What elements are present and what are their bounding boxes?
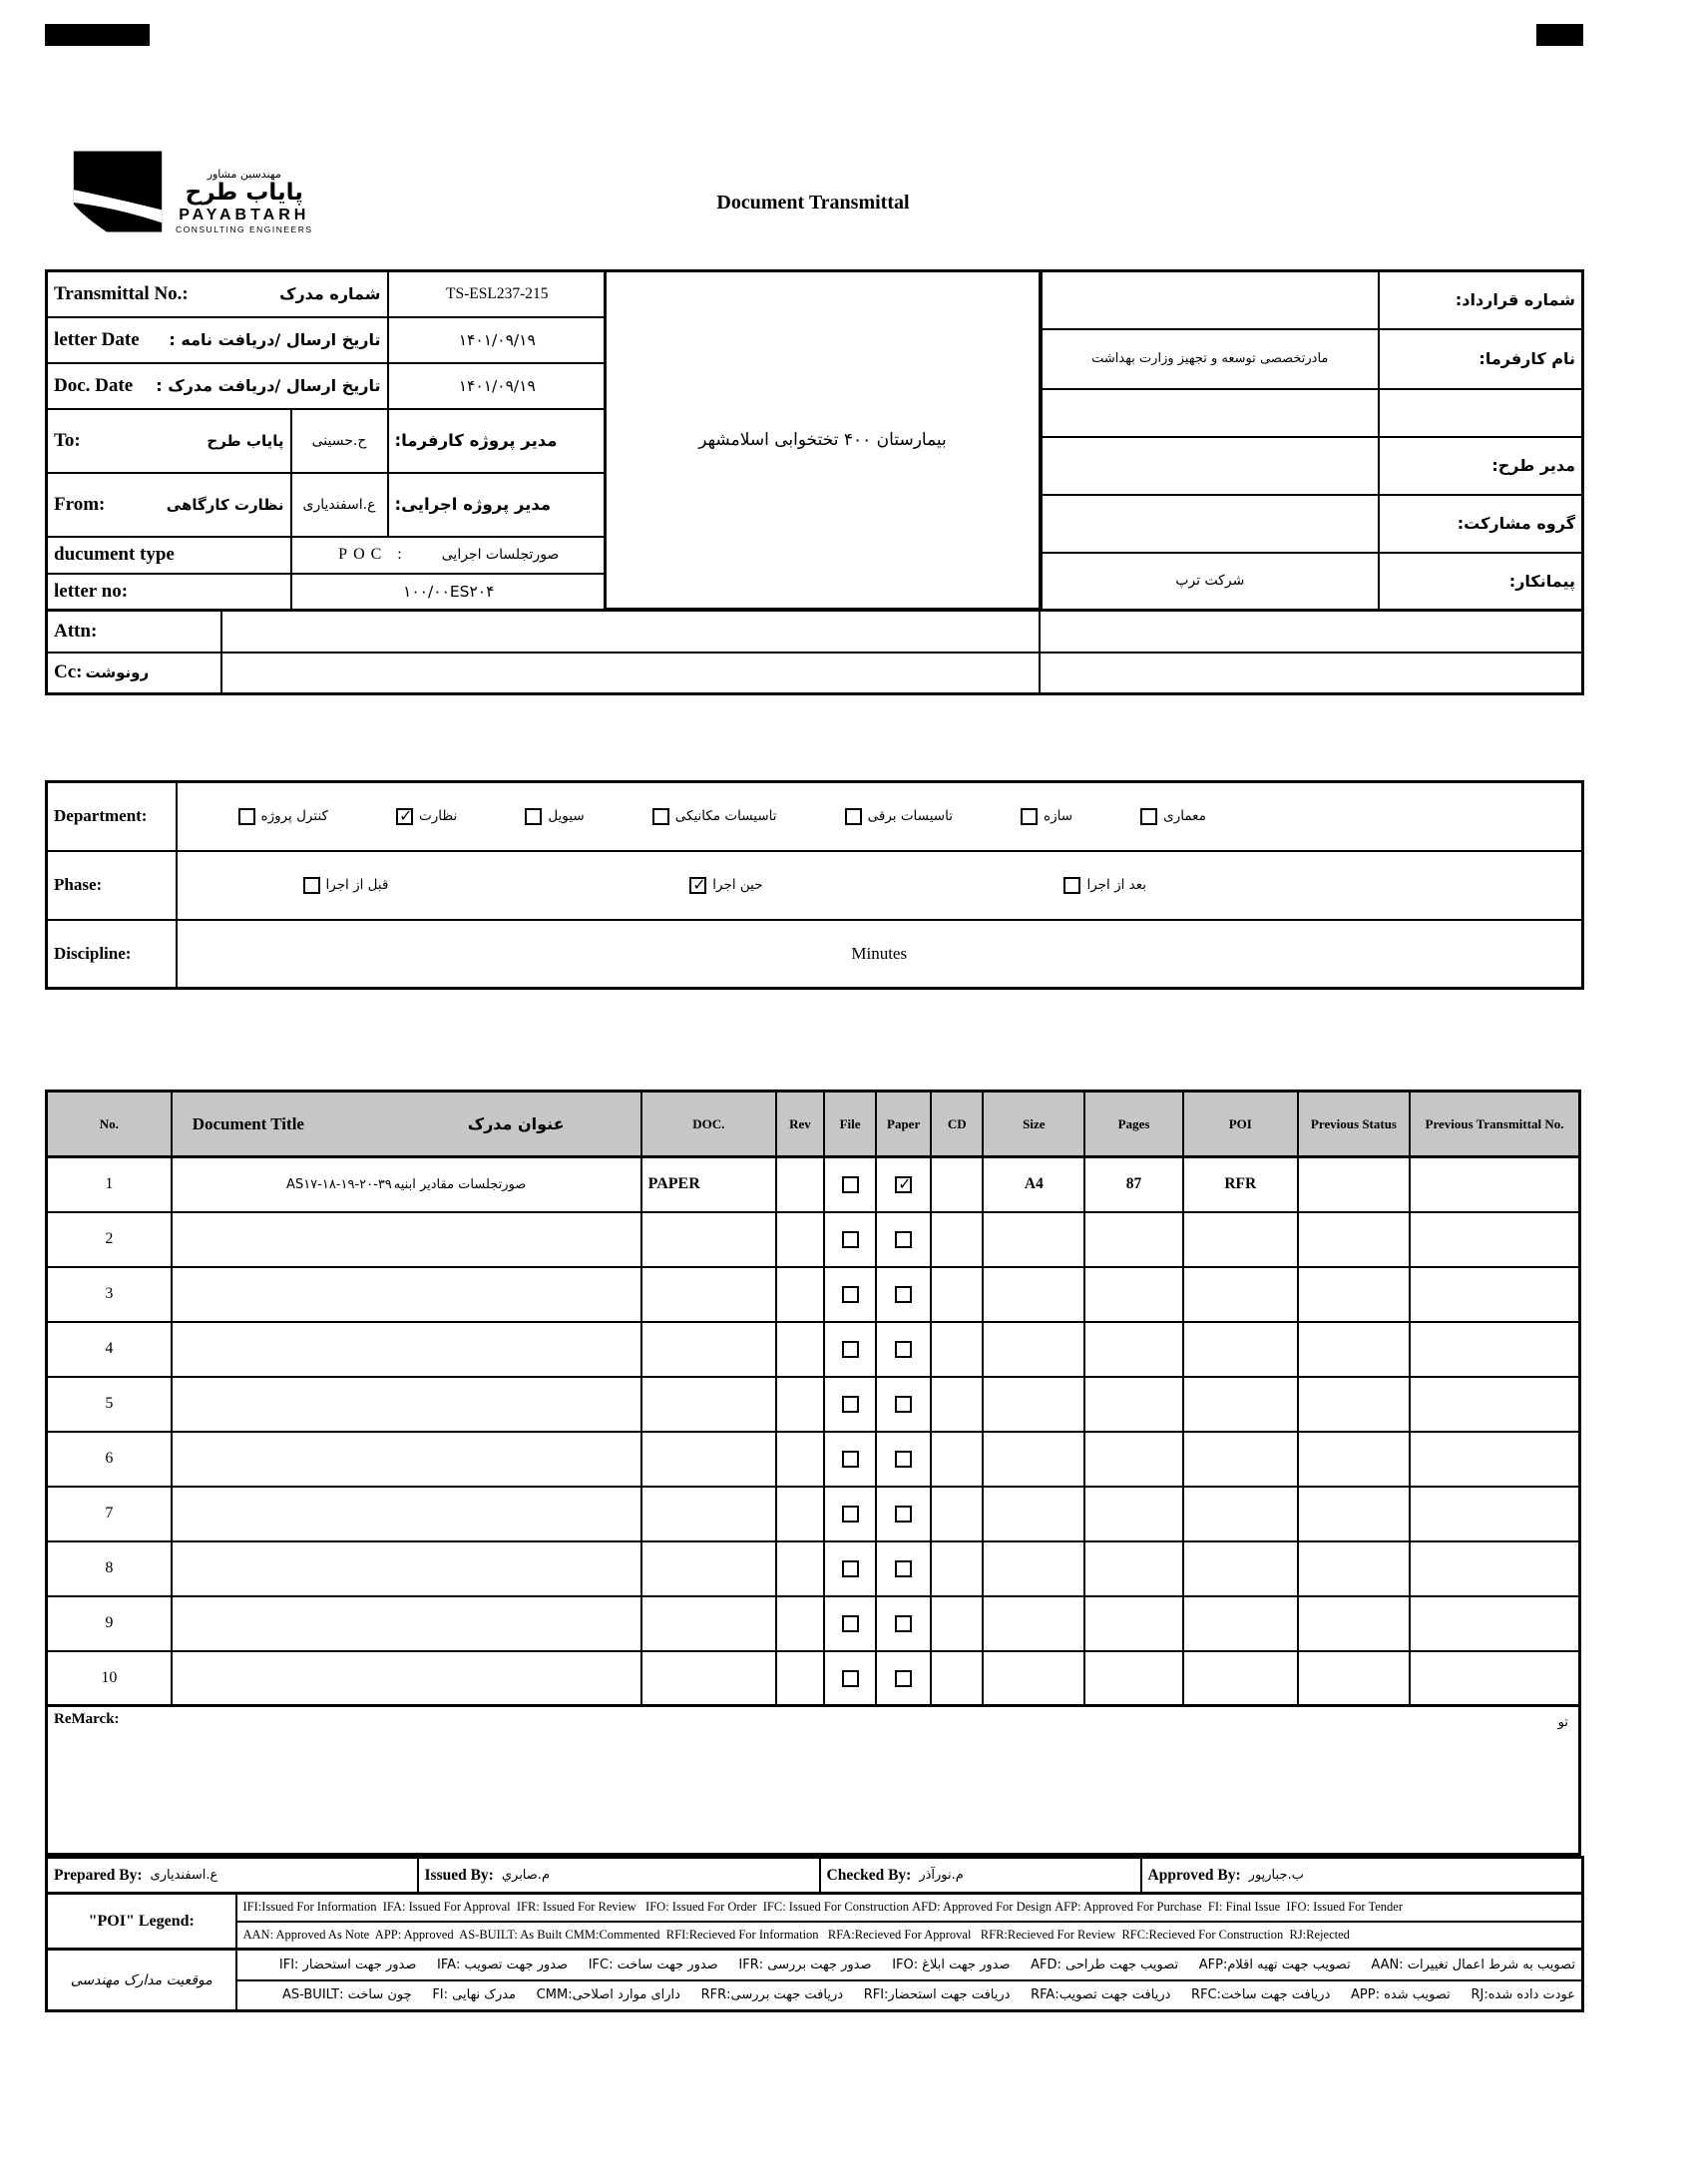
letter-date-label-fa: تاریخ ارسال /دریافت نامه : — [169, 330, 381, 349]
checkbox-icon[interactable] — [842, 1286, 859, 1303]
to-cell — [47, 409, 291, 473]
checkbox-icon[interactable] — [895, 1396, 912, 1413]
documents-table — [45, 1090, 1581, 1707]
cell-prev-transmittal — [1410, 1157, 1579, 1212]
cell-file — [824, 1541, 876, 1596]
cell-paper — [876, 1487, 931, 1541]
cell-title-fa: صورتجلسات مقادیر ابنیه — [393, 1176, 527, 1192]
cc-label: Cc: — [54, 661, 83, 683]
department-option-label: سیویل — [548, 808, 585, 825]
department-option-label: نظارت — [419, 808, 458, 825]
cell-prev-status — [1298, 1432, 1410, 1487]
letter-date-label-en: letter Date — [54, 328, 140, 350]
cell-prev-transmittal — [1410, 1377, 1579, 1432]
cell-paper — [876, 1322, 931, 1377]
department-option-label: معماری — [1163, 808, 1206, 825]
cell-cd — [931, 1487, 983, 1541]
checkbox-icon[interactable] — [842, 1506, 859, 1523]
checkbox-icon[interactable] — [1063, 877, 1080, 894]
approved-by-cell — [1141, 1858, 1583, 1894]
cell-poi — [1183, 1267, 1298, 1322]
cell-doc — [641, 1541, 776, 1596]
transmittal-no-label-en: Transmittal No.: — [54, 282, 189, 304]
corner-mark-icon — [1536, 24, 1583, 46]
prepared-by-label: Prepared By: — [54, 1866, 143, 1884]
attn-cc-table — [45, 609, 1584, 695]
to-value: پایاب طرح — [207, 431, 284, 450]
cell-size — [983, 1541, 1084, 1596]
to-label: To: — [54, 429, 81, 451]
col-paper: Paper — [876, 1092, 931, 1157]
contract-no-label: شماره قرارداد: — [1379, 271, 1583, 329]
table-row — [47, 1267, 1580, 1322]
checkbox-icon[interactable] — [842, 1451, 859, 1468]
cell-paper — [876, 1651, 931, 1706]
cell-pages — [1084, 1322, 1182, 1377]
col-poi: POI — [1183, 1092, 1298, 1157]
issued-by-label: Issued By: — [424, 1866, 494, 1884]
cell-title — [172, 1212, 641, 1267]
client-name-label: نام کارفرما: — [1379, 329, 1583, 389]
prepared-by-name: ع.اسفندیاری — [150, 1868, 218, 1883]
attn-label-cell — [47, 611, 221, 653]
cell-poi — [1183, 1596, 1298, 1651]
poi-legend-label: "POI" Legend: — [47, 1894, 236, 1950]
design-manager-label: مدیر طرح: — [1379, 437, 1583, 495]
fa-legend-line2: عودت داده شده:RJ تصویب شده :APP دریافت جهت ساخت:RFC دریافت جهت تصویب:RFA دریافت جهت استحضار:RFI دریافت جهت بررسی:RFR دارای موارد اصلاحی:CMM مدرک نهایی :FI چون ساخت :AS-BUILT — [236, 1980, 1583, 2011]
cell-size — [983, 1432, 1084, 1487]
department-option-label: کنترل پروژه — [260, 808, 328, 825]
cell-cd — [931, 1651, 983, 1706]
contractor-value: شرکت ترپ — [1042, 553, 1379, 611]
cell-cd — [931, 1322, 983, 1377]
cell-prev-transmittal — [1410, 1432, 1579, 1487]
cell-prev-transmittal — [1410, 1651, 1579, 1706]
doc-type-label: ducument type — [54, 544, 175, 565]
doc-type-code: POC : — [338, 546, 408, 563]
col-title-en: Document Title — [192, 1113, 304, 1133]
col-pages: Pages — [1084, 1092, 1182, 1157]
cc-label-fa: رونوشت — [85, 663, 150, 682]
table-row — [47, 1487, 1580, 1541]
table-row — [47, 1596, 1580, 1651]
cell-paper — [876, 1596, 931, 1651]
checkbox-icon[interactable] — [396, 808, 413, 825]
cell-poi — [1183, 1322, 1298, 1377]
doc-type-fa: صورتجلسات اجرایی — [441, 547, 560, 563]
issued-by-cell — [418, 1858, 820, 1894]
transmittal-no-value: TS-ESL237-215 — [388, 271, 608, 317]
poi-legend-line1: IFI:Issued For Information IFA: Issued For Approval IFR: Issued For Review IFO: Issued For Order IFC: Issued For Construction AFD: Approved For Design AFP: Approved For Purchase FI: Final Issue IFO: Issued For Tender — [236, 1894, 1583, 1922]
cell-cd — [931, 1541, 983, 1596]
fa-legend-label: موقعیت مدارک مهندسی — [47, 1950, 236, 2011]
transmittal-no-label-cell — [47, 271, 388, 317]
cell-prev-transmittal — [1410, 1267, 1579, 1322]
table-row — [47, 1541, 1580, 1596]
logo-name: PAYABTARH — [179, 207, 310, 224]
cell-rev — [776, 1487, 824, 1541]
col-cd: CD — [931, 1092, 983, 1157]
cell-doc — [641, 1322, 776, 1377]
cell-prev-status — [1298, 1651, 1410, 1706]
cell-paper — [876, 1157, 931, 1212]
table-header-row — [47, 1092, 1580, 1157]
cell-file — [824, 1157, 876, 1212]
checkbox-icon[interactable] — [842, 1560, 859, 1577]
cc-value — [221, 653, 1040, 694]
cell-size — [983, 1212, 1084, 1267]
cc-label-cell — [47, 653, 221, 694]
cell-prev-status — [1298, 1267, 1410, 1322]
cell-file — [824, 1322, 876, 1377]
col-prev-transmittal: Previous Transmittal No. — [1410, 1092, 1579, 1157]
cell-no: 1 — [47, 1157, 172, 1212]
signature-table — [45, 1856, 1584, 1895]
checkbox-icon[interactable] — [895, 1176, 912, 1193]
cell-no: 7 — [47, 1487, 172, 1541]
doc-date-label-cell — [47, 363, 388, 409]
cell-poi — [1183, 1432, 1298, 1487]
letter-date-value: ۱۴۰۱/۰۹/۱۹ — [388, 317, 608, 363]
cell-paper — [876, 1267, 931, 1322]
remark-box — [45, 1704, 1581, 1856]
checkbox-icon[interactable] — [842, 1341, 859, 1358]
cell-title — [172, 1651, 641, 1706]
department-option — [238, 808, 328, 825]
table-row — [47, 1157, 1580, 1212]
cell-file — [824, 1651, 876, 1706]
cell-title — [172, 1596, 641, 1651]
cell-title — [172, 1322, 641, 1377]
cc-value-right — [1040, 653, 1583, 694]
doc-type-value-cell — [291, 537, 608, 574]
cell-pages: 87 — [1084, 1157, 1182, 1212]
cell-rev — [776, 1651, 824, 1706]
col-title-fa: عنوان مدرک — [467, 1114, 565, 1133]
cell-title-code: AS۱۷-۱۸-۱۹-۲۰-۳۹ — [286, 1176, 392, 1192]
cell-paper — [876, 1432, 931, 1487]
cell-poi — [1183, 1212, 1298, 1267]
cell-prev-status — [1298, 1212, 1410, 1267]
cell-doc — [641, 1432, 776, 1487]
checkbox-icon[interactable] — [303, 877, 320, 894]
empty-label-cell — [1379, 389, 1583, 437]
poi-legend-line2: AAN: Approved As Note APP: Approved AS-BUILT: As Built CMM:Commented RFI:Recieved For Information RFA:Recieved For Approval RFR:Recieved For Review RFC:Recieved For Construction RJ:Rejected — [236, 1922, 1583, 1950]
cell-no: 3 — [47, 1267, 172, 1322]
cell-cd — [931, 1432, 983, 1487]
department-option-label: تاسیسات مکانیکی — [674, 808, 777, 825]
checkbox-icon[interactable] — [895, 1341, 912, 1358]
cell-title — [172, 1267, 641, 1322]
cell-no: 2 — [47, 1212, 172, 1267]
approved-by-label: Approved By: — [1147, 1866, 1241, 1884]
attn-label: Attn: — [54, 620, 98, 642]
cell-size — [983, 1487, 1084, 1541]
checkbox-icon[interactable] — [895, 1670, 912, 1687]
project-name-cell — [604, 269, 1042, 611]
cell-rev — [776, 1432, 824, 1487]
department-option — [845, 808, 953, 825]
checkbox-icon[interactable] — [845, 808, 862, 825]
cell-doc — [641, 1596, 776, 1651]
cell-file — [824, 1212, 876, 1267]
checkbox-icon[interactable] — [842, 1176, 859, 1193]
phase-label-cell — [47, 851, 177, 920]
cell-title — [172, 1377, 641, 1432]
cell-prev-status — [1298, 1596, 1410, 1651]
cell-file — [824, 1377, 876, 1432]
cell-cd — [931, 1267, 983, 1322]
phase-option — [303, 877, 389, 894]
phase-option — [689, 877, 762, 894]
cell-size — [983, 1651, 1084, 1706]
letter-no-value: ۱۰۰/۰۰ES۲۰۴ — [291, 574, 608, 611]
exec-pm-label: مدیر پروژه اجرایی: — [388, 473, 608, 537]
cell-size — [983, 1322, 1084, 1377]
cell-title — [172, 1432, 641, 1487]
phase-options-cell — [177, 851, 1583, 920]
cell-pages — [1084, 1487, 1182, 1541]
department-option — [1140, 808, 1206, 825]
issued-by-name: م.صابري — [501, 1868, 550, 1883]
checkbox-icon[interactable] — [895, 1286, 912, 1303]
col-prev-status: Previous Status — [1298, 1092, 1410, 1157]
checkbox-icon[interactable] — [238, 808, 255, 825]
department-option — [525, 808, 584, 825]
cell-size — [983, 1596, 1084, 1651]
department-option — [396, 808, 457, 825]
cell-size: A4 — [983, 1157, 1084, 1212]
department-option — [652, 808, 777, 825]
department-option-label: سازه — [1044, 808, 1073, 825]
cell-rev — [776, 1212, 824, 1267]
checkbox-icon[interactable] — [842, 1670, 859, 1687]
checkbox-icon[interactable] — [895, 1506, 912, 1523]
cell-file — [824, 1487, 876, 1541]
letter-no-label-cell — [47, 574, 291, 611]
checkbox-icon[interactable] — [895, 1560, 912, 1577]
table-row — [47, 1651, 1580, 1706]
cell-title — [172, 1487, 641, 1541]
client-name-value: مادرتخصصی توسعه و تجهیز وزارت بهداشت — [1042, 329, 1379, 389]
transmittal-no-label-fa: شماره مدرک — [279, 284, 381, 304]
remark-note: تو — [1557, 1715, 1568, 1730]
cell-rev — [776, 1596, 824, 1651]
cell-prev-status — [1298, 1487, 1410, 1541]
checked-by-label: Checked By: — [826, 1866, 912, 1884]
cell-paper — [876, 1212, 931, 1267]
cell-size — [983, 1267, 1084, 1322]
cell-cd — [931, 1212, 983, 1267]
col-title — [172, 1092, 641, 1157]
from-cell — [47, 473, 291, 537]
discipline-value: Minutes — [177, 920, 1583, 989]
cell-pages — [1084, 1432, 1182, 1487]
col-doc: DOC. — [641, 1092, 776, 1157]
cell-poi — [1183, 1541, 1298, 1596]
cell-prev-transmittal — [1410, 1596, 1579, 1651]
table-row — [47, 1432, 1580, 1487]
header-left-table — [45, 269, 609, 612]
cell-cd — [931, 1157, 983, 1212]
doc-type-label-cell — [47, 537, 291, 574]
cell-rev — [776, 1541, 824, 1596]
cell-doc: PAPER — [641, 1157, 776, 1212]
cell-no: 5 — [47, 1377, 172, 1432]
cell-prev-status — [1298, 1377, 1410, 1432]
cell-doc — [641, 1212, 776, 1267]
department-option-label: تاسیسات برقی — [867, 808, 953, 825]
cell-pages — [1084, 1267, 1182, 1322]
discipline-label-cell — [47, 920, 177, 989]
classification-table — [45, 780, 1584, 990]
poi-legend-table — [45, 1892, 1584, 1951]
discipline-label: Discipline: — [54, 943, 132, 963]
checkbox-icon[interactable] — [652, 808, 669, 825]
cell-pages — [1084, 1651, 1182, 1706]
cell-prev-transmittal — [1410, 1212, 1579, 1267]
project-name: بیمارستان ۴۰۰ تختخوابی اسلامشهر — [698, 430, 947, 450]
cell-pages — [1084, 1596, 1182, 1651]
contract-no-value — [1042, 271, 1379, 329]
cell-poi — [1183, 1377, 1298, 1432]
checkbox-icon[interactable] — [1021, 808, 1038, 825]
table-row — [47, 1212, 1580, 1267]
design-manager-value — [1042, 437, 1379, 495]
cell-file — [824, 1432, 876, 1487]
cell-rev — [776, 1377, 824, 1432]
col-rev: Rev — [776, 1092, 824, 1157]
cell-no: 6 — [47, 1432, 172, 1487]
cell-file — [824, 1596, 876, 1651]
table-row — [47, 1322, 1580, 1377]
cell-no: 9 — [47, 1596, 172, 1651]
cell-poi — [1183, 1487, 1298, 1541]
col-size: Size — [983, 1092, 1084, 1157]
cell-poi: RFR — [1183, 1157, 1298, 1212]
attn-value — [221, 611, 1040, 653]
table-row — [47, 1377, 1580, 1432]
exec-pm-name: ع.اسفندیاری — [291, 473, 388, 537]
phase-option — [1063, 877, 1146, 894]
logo-subtitle: CONSULTING ENGINEERS — [176, 224, 313, 235]
cell-no: 4 — [47, 1322, 172, 1377]
cell-doc — [641, 1267, 776, 1322]
cell-prev-status — [1298, 1157, 1410, 1212]
cell-cd — [931, 1596, 983, 1651]
cell-size — [983, 1377, 1084, 1432]
department-label-cell — [47, 782, 177, 851]
phase-option-label: بعد از اجرا — [1086, 877, 1146, 893]
cell-doc — [641, 1377, 776, 1432]
col-no: No. — [47, 1092, 172, 1157]
checkbox-icon[interactable] — [525, 808, 542, 825]
client-pm-name: ح.حسینی — [291, 409, 388, 473]
letter-no-label: letter no: — [54, 580, 129, 602]
col-file: File — [824, 1092, 876, 1157]
cell-no: 10 — [47, 1651, 172, 1706]
cell-prev-transmittal — [1410, 1322, 1579, 1377]
checkbox-icon[interactable] — [895, 1615, 912, 1632]
consortium-value — [1042, 495, 1379, 553]
from-value: نظارت کارگاهی — [166, 495, 284, 514]
cell-pages — [1084, 1212, 1182, 1267]
cell-pages — [1084, 1541, 1182, 1596]
from-label: From: — [54, 493, 106, 515]
attn-value-right — [1040, 611, 1583, 653]
cell-title — [172, 1541, 641, 1596]
cell-doc — [641, 1651, 776, 1706]
doc-date-value: ۱۴۰۱/۰۹/۱۹ — [388, 363, 608, 409]
cell-cd — [931, 1377, 983, 1432]
checkbox-icon[interactable] — [842, 1396, 859, 1413]
cell-poi — [1183, 1651, 1298, 1706]
department-label: Department: — [54, 806, 148, 826]
remark-label: ReMarck: — [54, 1711, 120, 1727]
empty-value-cell — [1042, 389, 1379, 437]
cell-rev — [776, 1157, 824, 1212]
corner-mark-icon — [45, 24, 150, 46]
cell-rev — [776, 1267, 824, 1322]
cell-paper — [876, 1377, 931, 1432]
cell-prev-status — [1298, 1322, 1410, 1377]
checked-by-cell — [820, 1858, 1141, 1894]
consortium-label: گروه مشارکت: — [1379, 495, 1583, 553]
doc-date-label-fa: تاریخ ارسال /دریافت مدرک : — [156, 376, 381, 395]
department-options-cell — [177, 782, 1583, 851]
cell-doc — [641, 1487, 776, 1541]
checkbox-icon[interactable] — [1140, 808, 1157, 825]
phase-option-label: حین اجرا — [712, 877, 763, 893]
cell-file — [824, 1267, 876, 1322]
checkbox-icon[interactable] — [689, 877, 706, 894]
cell-paper — [876, 1541, 931, 1596]
cell-prev-status — [1298, 1541, 1410, 1596]
client-pm-label: مدیر پروژه کارفرما: — [388, 409, 608, 473]
department-option — [1021, 808, 1072, 825]
approved-by-name: ب.جبارپور — [1248, 1868, 1304, 1883]
cell-title — [172, 1157, 641, 1212]
contractor-label: پیمانکار: — [1379, 553, 1583, 611]
page-title: Document Transmittal — [716, 192, 910, 214]
fa-legend-line1: تصویب به شرط اعمال تغییرات :AAN تصویب جهت تهیه اقلام:AFP تصویب جهت طراحی :AFD صدور جهت ابلاغ :IFO صدور جهت بررسی :IFR صدور جهت ساخت :IFC صدور جهت تصویب :IFA صدور جهت استحضار :IFI — [236, 1950, 1583, 1980]
phase-option-label: قبل از اجرا — [325, 877, 389, 893]
checkbox-icon[interactable] — [895, 1231, 912, 1248]
checkbox-icon[interactable] — [842, 1231, 859, 1248]
checkbox-icon[interactable] — [842, 1615, 859, 1632]
logo-fa-large: پایاب طرح — [185, 180, 303, 206]
cell-prev-transmittal — [1410, 1487, 1579, 1541]
cell-rev — [776, 1322, 824, 1377]
checked-by-name: م.نورآذر — [919, 1868, 964, 1883]
letter-date-label-cell — [47, 317, 388, 363]
cell-pages — [1084, 1377, 1182, 1432]
header-right-table — [1040, 269, 1584, 612]
fa-legend-table — [45, 1948, 1584, 2012]
prepared-by-cell — [47, 1858, 418, 1894]
cell-no: 8 — [47, 1541, 172, 1596]
checkbox-icon[interactable] — [895, 1451, 912, 1468]
phase-label: Phase: — [54, 875, 103, 894]
cell-prev-transmittal — [1410, 1541, 1579, 1596]
logo-fa-small: مهندسین مشاور — [207, 168, 281, 181]
doc-date-label-en: Doc. Date — [54, 374, 134, 396]
